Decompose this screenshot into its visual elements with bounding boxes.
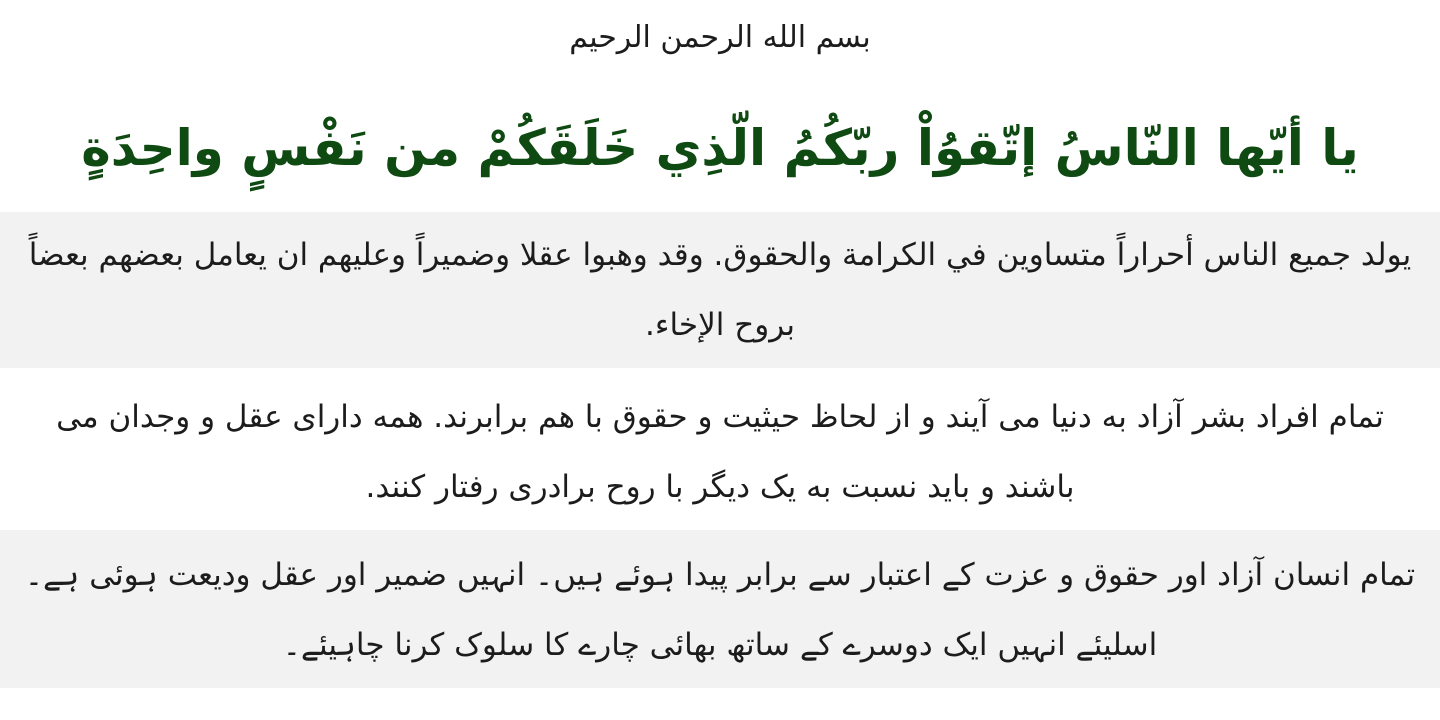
arabic-paragraph: يولد جميع الناس أحراراً متساوين في الكرامة والحقوق. وقد وهبوا عقلا وضميراً وعليهم ان يعامل بعضهم بعضاً بروح الإخاء. [0, 212, 1440, 368]
persian-paragraph: تمام افراد بشر آزاد به دنیا می آیند و از لحاظ حیثیت و حقوق با هم برابرند. همه دارای عقل و وجدان می باشند و باید نسبت به یک دیگر با روح برادری رفتار کنند. [56, 399, 1384, 505]
basmala-heading: بسم الله الرحمن الرحيم [569, 20, 871, 55]
urdu-paragraph: تمام انسان آزاد اور حقوق و عزت کے اعتبار سے برابر پیدا ہوئے ہیں۔ انہیں ضمیر اور عقل ودیعت ہوئی ہے۔ اسلیئے انہیں ایک دوسرے کے ساتھ بھائی چارے کا سلوک کرنا چاہیئے۔ [0, 530, 1440, 688]
verse-title: يا أيّها النّاسُ إتّقوُاْ ربّكُمُ الّذِي خَلَقَكُمْ من نَفْسٍ واحِدَةٍ [81, 119, 1359, 177]
